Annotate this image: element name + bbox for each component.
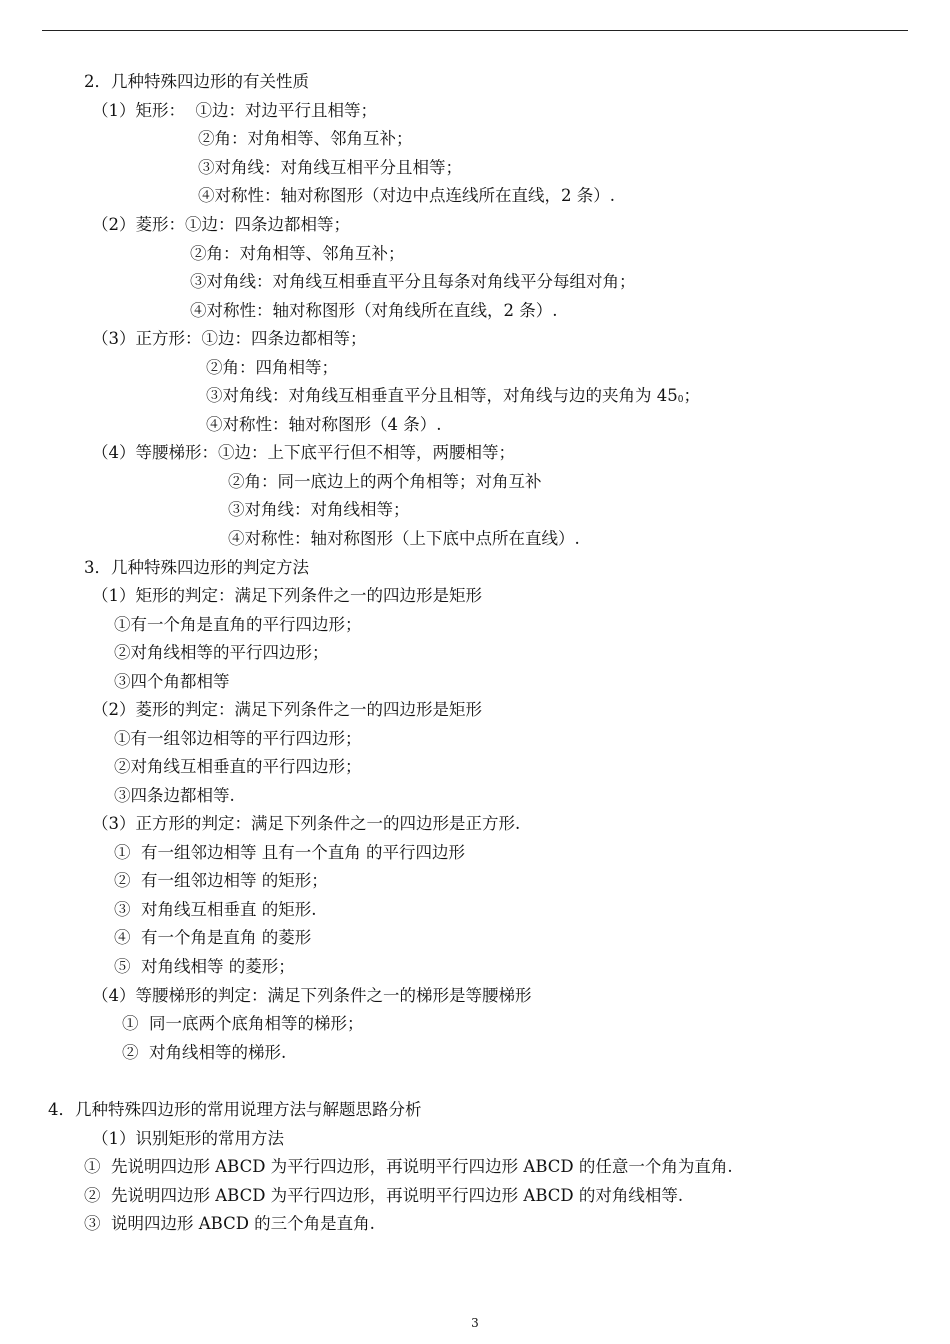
isosceles-trapezoid-criteria-heading: （4）等腰梯形的判定：满足下列条件之一的梯形是等腰梯形	[92, 986, 532, 1005]
rhombus-criteria-heading: （2）菱形的判定：满足下列条件之一的四边形是矩形	[92, 700, 482, 719]
square-side-property: （3）正方形：①边：四条边都相等；	[92, 329, 367, 348]
square-diagonal-property: ③对角线：对角线互相垂直平分且相等，对角线与边的夹角为 450；	[206, 386, 700, 405]
rectangle-diagonal-property: ③对角线：对角线互相平分且相等；	[198, 158, 462, 177]
rectangle-criterion-1: ①有一个角是直角的平行四边形；	[114, 615, 362, 634]
section-2-heading: 2．几种特殊四边形的有关性质	[84, 72, 309, 91]
rectangle-criterion-3: ③四个角都相等	[114, 672, 230, 691]
rhombus-symmetry-property: ④对称性：轴对称图形（对角线所在直线，2 条）.	[190, 301, 558, 320]
rectangle-criterion-2: ②对角线相等的平行四边形；	[114, 643, 329, 662]
square-angle-property: ②角：四角相等；	[206, 358, 338, 377]
page-number: 3	[471, 1316, 479, 1330]
rhombus-diagonal-property: ③对角线：对角线互相垂直平分且每条对角线平分每组对角；	[190, 272, 636, 291]
rectangle-method-3: ③ 说明四边形 ABCD 的三个角是直角.	[84, 1214, 375, 1233]
isosceles-trapezoid-diagonal-property: ③对角线：对角线相等；	[228, 500, 410, 519]
square-criterion-1: ① 有一组邻边相等 且有一个直角 的平行四边形	[114, 843, 465, 862]
square-criterion-2: ② 有一组邻边相等 的矩形；	[114, 871, 328, 890]
rectangle-criteria-heading: （1）矩形的判定：满足下列条件之一的四边形是矩形	[92, 586, 482, 605]
header-rule	[42, 30, 908, 31]
rectangle-methods-heading: （1）识别矩形的常用方法	[92, 1129, 284, 1148]
degree-mark: 0	[677, 395, 684, 405]
rhombus-side-property: （2）菱形：①边：四条边都相等；	[92, 215, 350, 234]
rectangle-side-property: （1）矩形： ①边：对边平行且相等；	[92, 101, 377, 120]
square-criterion-3: ③ 对角线互相垂直 的矩形.	[114, 900, 317, 919]
rhombus-criterion-2: ②对角线互相垂直的平行四边形；	[114, 757, 362, 776]
rhombus-angle-property: ②角：对角相等、邻角互补；	[190, 244, 405, 263]
square-symmetry-property: ④对称性：轴对称图形（4 条）.	[206, 415, 442, 434]
rectangle-symmetry-property: ④对称性：轴对称图形（对边中点连线所在直线，2 条）.	[198, 186, 615, 205]
section-4-heading: 4．几种特殊四边形的常用说理方法与解题思路分析	[48, 1100, 422, 1119]
rectangle-method-1: ① 先说明四边形 ABCD 为平行四边形，再说明平行四边形 ABCD 的任意一个角为直角.	[84, 1157, 733, 1176]
isosceles-trapezoid-symmetry-property: ④对称性：轴对称图形（上下底中点所在直线）.	[228, 529, 580, 548]
isosceles-trapezoid-criterion-2: ② 对角线相等的梯形.	[122, 1043, 287, 1062]
square-criterion-5: ⑤ 对角线相等 的菱形；	[114, 957, 295, 976]
section-3-heading: 3．几种特殊四边形的判定方法	[84, 558, 309, 577]
square-criteria-heading: （3）正方形的判定：满足下列条件之一的四边形是正方形.	[92, 814, 521, 833]
isosceles-trapezoid-criterion-1: ① 同一底两个底角相等的梯形；	[122, 1014, 364, 1033]
isosceles-trapezoid-angle-property: ②角：同一底边上的两个角相等；对角互补	[228, 472, 542, 491]
isosceles-trapezoid-side-property: （4）等腰梯形：①边：上下底平行但不相等，两腰相等；	[92, 443, 515, 462]
square-criterion-4: ④ 有一个角是直角 的菱形	[114, 928, 312, 947]
rectangle-method-2: ② 先说明四边形 ABCD 为平行四边形，再说明平行四边形 ABCD 的对角线相等.	[84, 1186, 684, 1205]
rectangle-angle-property: ②角：对角相等、邻角互补；	[198, 129, 413, 148]
rhombus-criterion-3: ③四条边都相等.	[114, 786, 235, 805]
rhombus-criterion-1: ①有一组邻边相等的平行四边形；	[114, 729, 362, 748]
